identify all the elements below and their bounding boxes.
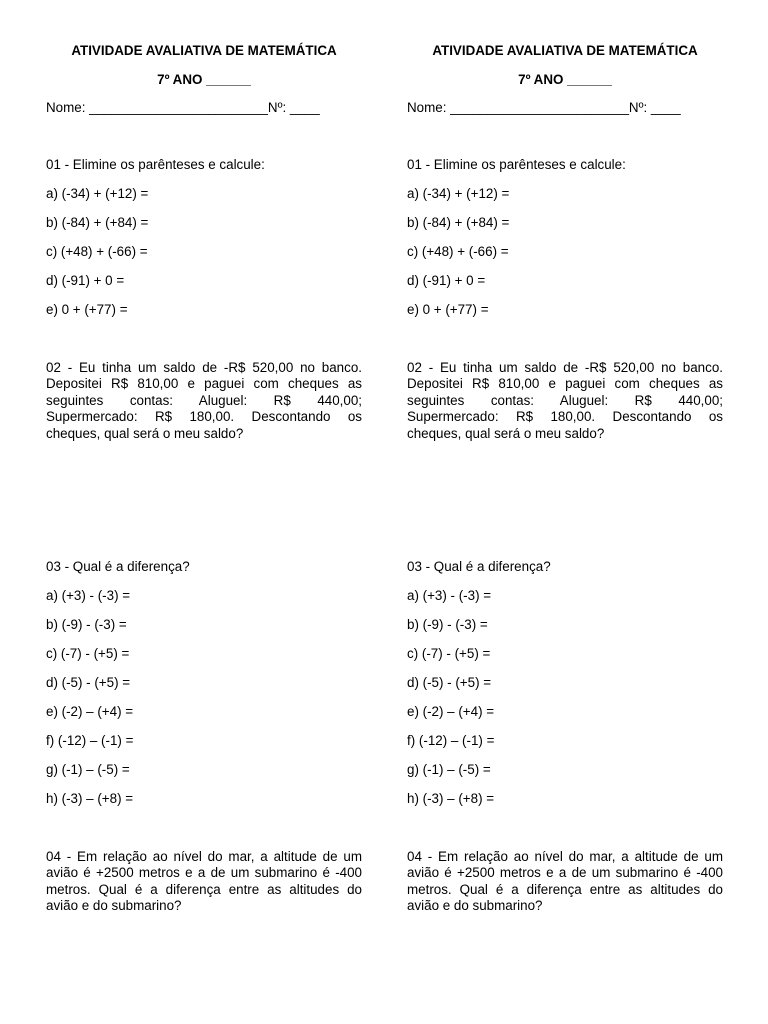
- question-1-item: a) (-34) + (+12) =: [407, 186, 510, 201]
- question-2-text: 02 - Eu tinha um saldo de -R$ 520,00 no banco. Depositei R$ 810,00 e paguei com cheques as seguintes contas: Aluguel: R$ 440,00; Supermercado: R$ 180,00. Descontando os cheques, qual será o meu saldo?: [46, 360, 362, 441]
- question-3-item: a) (+3) - (-3) =: [407, 588, 492, 603]
- question-1-item: c) (+48) + (-66) =: [46, 244, 148, 259]
- question-1-item: d) (-91) + 0 =: [407, 273, 486, 288]
- worksheet-title: ATIVIDADE AVALIATIVA DE MATEMÁTICA: [432, 43, 698, 58]
- question-3-item: h) (-3) – (+8) =: [46, 791, 134, 806]
- question-1-item: a) (-34) + (+12) =: [46, 186, 149, 201]
- worksheet-left: [46, 0, 362, 1024]
- question-1-item: d) (-91) + 0 =: [46, 273, 125, 288]
- question-3-item: e) (-2) – (+4) =: [46, 704, 134, 719]
- question-1-item: b) (-84) + (+84) =: [407, 215, 510, 230]
- question-1-item: b) (-84) + (+84) =: [46, 215, 149, 230]
- question-1-prompt: 01 - Elimine os parênteses e calcule:: [407, 157, 626, 172]
- question-3-item: g) (-1) – (-5) =: [407, 762, 491, 777]
- question-3-prompt: 03 - Qual é a diferença?: [407, 559, 551, 574]
- question-3-item: a) (+3) - (-3) =: [46, 588, 131, 603]
- question-3-item: f) (-12) – (-1) =: [46, 733, 134, 748]
- question-3-item: d) (-5) - (+5) =: [46, 675, 131, 690]
- question-3-item: f) (-12) – (-1) =: [407, 733, 495, 748]
- student-name-line: Nome: ________________________Nº: ____: [407, 100, 681, 115]
- question-3-item: b) (-9) - (-3) =: [46, 617, 127, 632]
- grade-line: 7º ANO ______: [157, 72, 251, 87]
- question-3-item: c) (-7) - (+5) =: [46, 646, 130, 661]
- grade-line: 7º ANO ______: [518, 72, 612, 87]
- question-2-text: 02 - Eu tinha um saldo de -R$ 520,00 no banco. Depositei R$ 810,00 e paguei com cheques as seguintes contas: Aluguel: R$ 440,00; Supermercado: R$ 180,00. Descontando os cheques, qual será o meu saldo?: [407, 360, 723, 441]
- worksheet-title: ATIVIDADE AVALIATIVA DE MATEMÁTICA: [71, 43, 337, 58]
- question-1-prompt: 01 - Elimine os parênteses e calcule:: [46, 157, 265, 172]
- question-1-item: c) (+48) + (-66) =: [407, 244, 509, 259]
- question-3-item: h) (-3) – (+8) =: [407, 791, 495, 806]
- question-3-item: d) (-5) - (+5) =: [407, 675, 492, 690]
- question-3-prompt: 03 - Qual é a diferença?: [46, 559, 190, 574]
- student-name-line: Nome: ________________________Nº: ____: [46, 100, 320, 115]
- question-3-item: b) (-9) - (-3) =: [407, 617, 488, 632]
- question-4-text: 04 - Em relação ao nível do mar, a altitude de um avião é +2500 metros e a de um submarino é -400 metros. Qual é a diferença entre as altitudes do avião e do submarino?: [407, 849, 723, 914]
- question-1-item: e) 0 + (+77) =: [46, 302, 128, 317]
- question-1-item: e) 0 + (+77) =: [407, 302, 489, 317]
- question-3-item: c) (-7) - (+5) =: [407, 646, 491, 661]
- question-3-item: g) (-1) – (-5) =: [46, 762, 130, 777]
- worksheet-right: [407, 0, 723, 1024]
- question-3-item: e) (-2) – (+4) =: [407, 704, 495, 719]
- question-4-text: 04 - Em relação ao nível do mar, a altitude de um avião é +2500 metros e a de um submarino é -400 metros. Qual é a diferença entre as altitudes do avião e do submarino?: [46, 849, 362, 914]
